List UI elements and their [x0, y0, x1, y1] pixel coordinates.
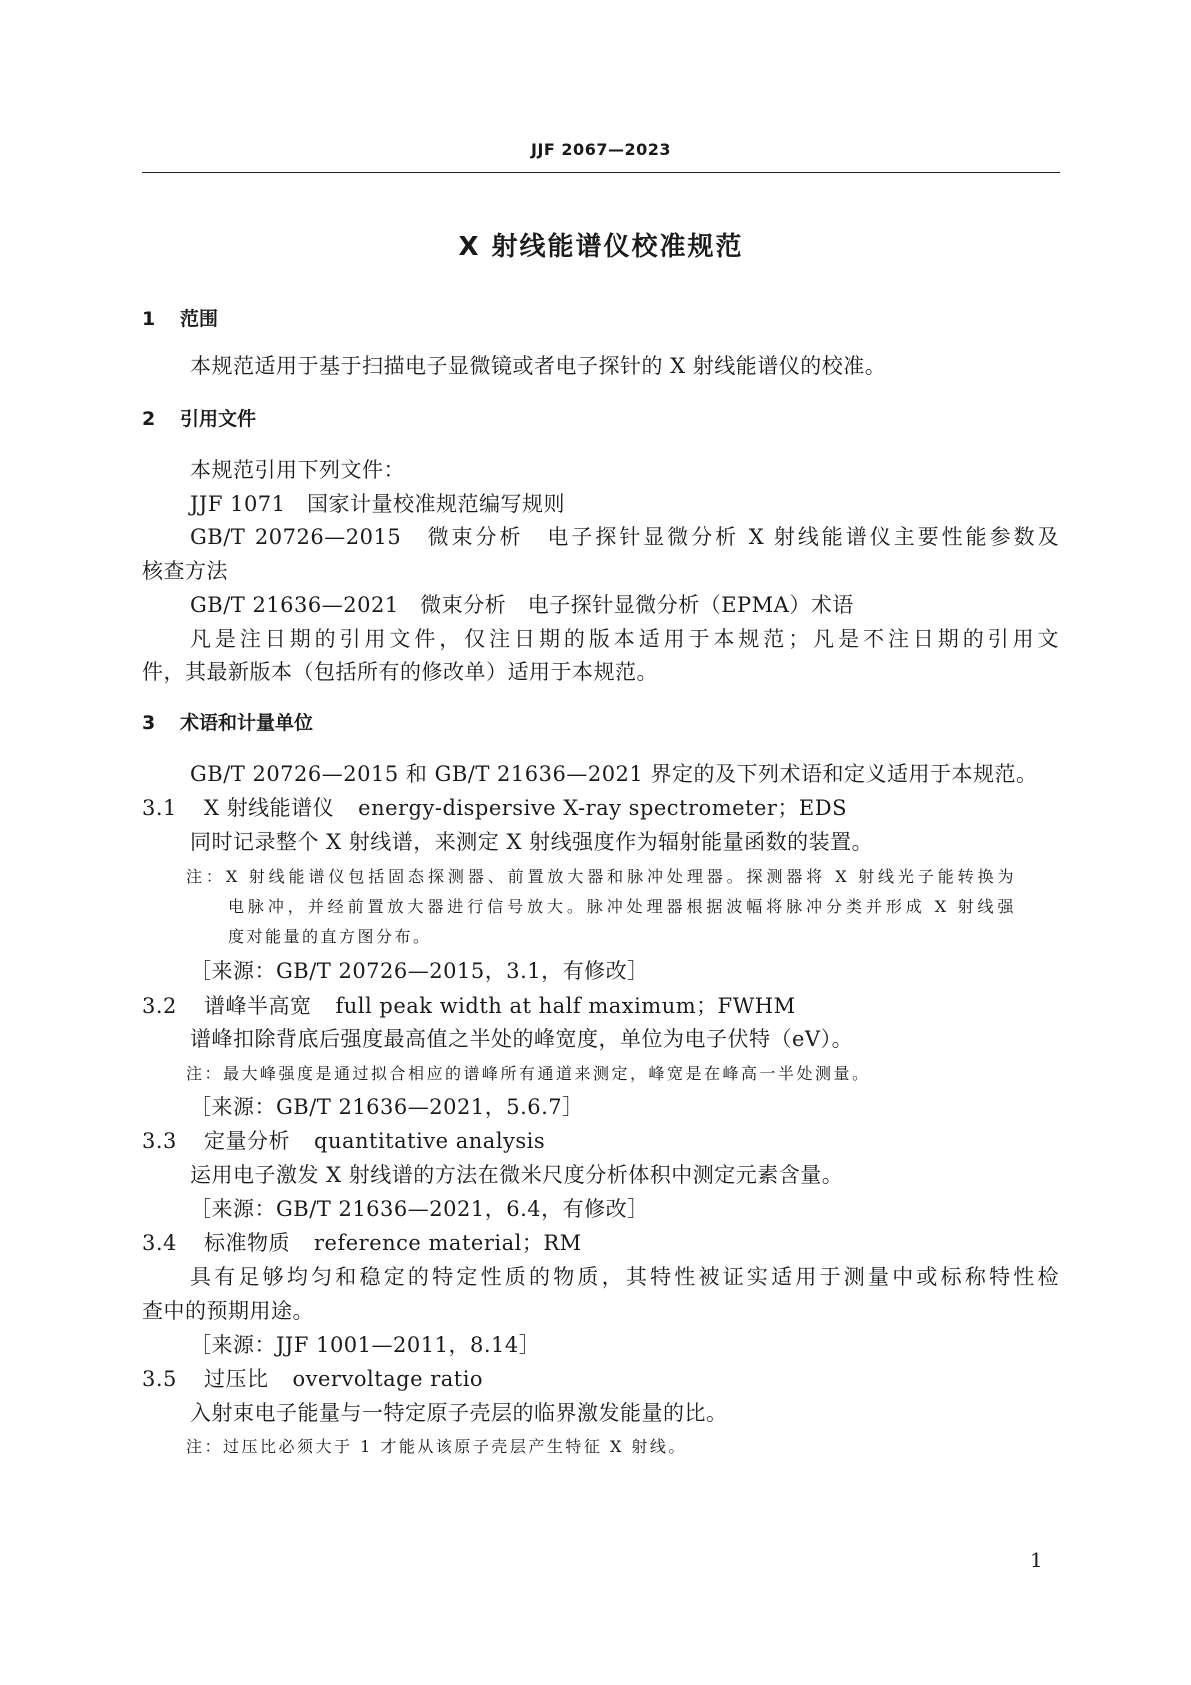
- term-3-1-note-cont: 度对能量的直方图分布。: [228, 927, 432, 946]
- term-zh: 谱峰半高宽: [204, 994, 312, 1018]
- section-2-heading: [142, 404, 256, 431]
- references-intro: 本规范引用下列文件：: [190, 458, 405, 482]
- term-3-3-definition: 运用电子激发 X 射线谱的方法在微米尺度分析体积中测定元素含量。: [190, 1163, 844, 1187]
- term-3-3-source: ［来源：GB/T 21636—2021，6.4，有修改］: [190, 1197, 649, 1221]
- term-zh: 定量分析: [204, 1129, 290, 1153]
- term-number: 3.4: [142, 1231, 177, 1255]
- term-zh: 标准物质: [204, 1231, 290, 1255]
- term-en: energy-dispersive X-ray spectrometer；EDS: [358, 796, 847, 820]
- scope-text: 本规范适用于基于扫描电子显微镜或者电子探针的 X 射线能谱仪的校准。: [190, 354, 887, 378]
- term-3-1-definition: 同时记录整个 X 射线谱，来测定 X 射线强度作为辐射能量函数的装置。: [190, 830, 874, 854]
- term-en: overvoltage ratio: [292, 1367, 484, 1391]
- section-number: 2: [142, 408, 156, 430]
- term-3-1-note: 注：X 射线能谱仪包括固态探测器、前置放大器和脉冲处理器。探测器将 X 射线光子能转换为: [186, 867, 1016, 886]
- dated-references-note: 凡是注日期的引用文件，仅注日期的版本适用于本规范；凡是不注日期的引用文: [190, 627, 1059, 651]
- term-3-1-source: ［来源：GB/T 20726—2015，3.1，有修改］: [190, 959, 649, 983]
- terms-intro: GB/T 20726—2015 和 GB/T 21636—2021 界定的及下列术语和定义适用于本规范。: [190, 762, 1038, 786]
- dated-references-note-cont: 件，其最新版本（包括所有的修改单）适用于本规范。: [142, 660, 658, 684]
- term-zh: 过压比: [204, 1367, 269, 1391]
- term-3-4-definition: 具有足够均匀和稳定的特定性质的物质，其特性被证实适用于测量中或标称特性检: [190, 1265, 1059, 1289]
- term-3-4-source: ［来源：JJF 1001—2011，8.14］: [190, 1333, 541, 1357]
- reference-gbt20726: GB/T 20726—2015 微束分析 电子探针显微分析 X 射线能谱仪主要性能参数及: [190, 525, 1059, 549]
- section-3-heading: [142, 708, 313, 735]
- page-number: 1: [1030, 1548, 1043, 1572]
- term-en: reference material；RM: [314, 1231, 582, 1255]
- section-number: 1: [142, 308, 156, 330]
- term-3-1: [142, 792, 847, 822]
- term-zh: X 射线能谱仪: [204, 796, 335, 820]
- reference-gbt21636: GB/T 21636—2021 微束分析 电子探针显微分析（EPMA）术语: [190, 593, 854, 617]
- section-title: 范围: [180, 308, 219, 330]
- section-title: 引用文件: [180, 408, 257, 430]
- header-rule: [142, 172, 1060, 173]
- term-number: 3.2: [142, 994, 177, 1018]
- section-title: 术语和计量单位: [180, 712, 314, 734]
- term-number: 3.5: [142, 1367, 177, 1391]
- term-3-5: [142, 1363, 483, 1393]
- term-3-5-note: 注：过压比必须大于 1 才能从该原子壳层产生特征 X 射线。: [186, 1437, 687, 1456]
- term-3-3: [142, 1125, 545, 1155]
- term-3-4-definition-cont: 查中的预期用途。: [142, 1299, 314, 1323]
- section-number: 3: [142, 712, 156, 734]
- term-3-2-source: ［来源：GB/T 21636—2021，5.6.7］: [190, 1095, 584, 1119]
- term-3-1-note-cont: 电脉冲，并经前置放大器进行信号放大。脉冲处理器根据波幅将脉冲分类并形成 X 射线强: [228, 897, 1016, 916]
- reference-gbt20726-cont: 核查方法: [142, 559, 228, 583]
- term-3-2: [142, 990, 796, 1020]
- document-title: X 射线能谱仪校准规范: [458, 232, 744, 262]
- term-3-5-definition: 入射束电子能量与一特定原子壳层的临界激发能量的比。: [190, 1401, 728, 1425]
- term-3-4: [142, 1227, 582, 1257]
- term-3-2-definition: 谱峰扣除背底后强度最高值之半处的峰宽度，单位为电子伏特（eV）。: [190, 1027, 854, 1051]
- term-3-2-note: 注：最大峰强度是通过拟合相应的谱峰所有通道来测定，峰宽是在峰高一半处测量。: [186, 1064, 871, 1083]
- document-code-header: JJF 2067—2023: [531, 140, 671, 159]
- section-1-heading: [142, 304, 218, 331]
- term-en: full peak width at half maximum；FWHM: [335, 994, 796, 1018]
- reference-jjf1071: JJF 1071 国家计量校准规范编写规则: [190, 492, 566, 516]
- term-number: 3.3: [142, 1129, 177, 1153]
- term-number: 3.1: [142, 796, 177, 820]
- term-en: quantitative analysis: [314, 1129, 546, 1153]
